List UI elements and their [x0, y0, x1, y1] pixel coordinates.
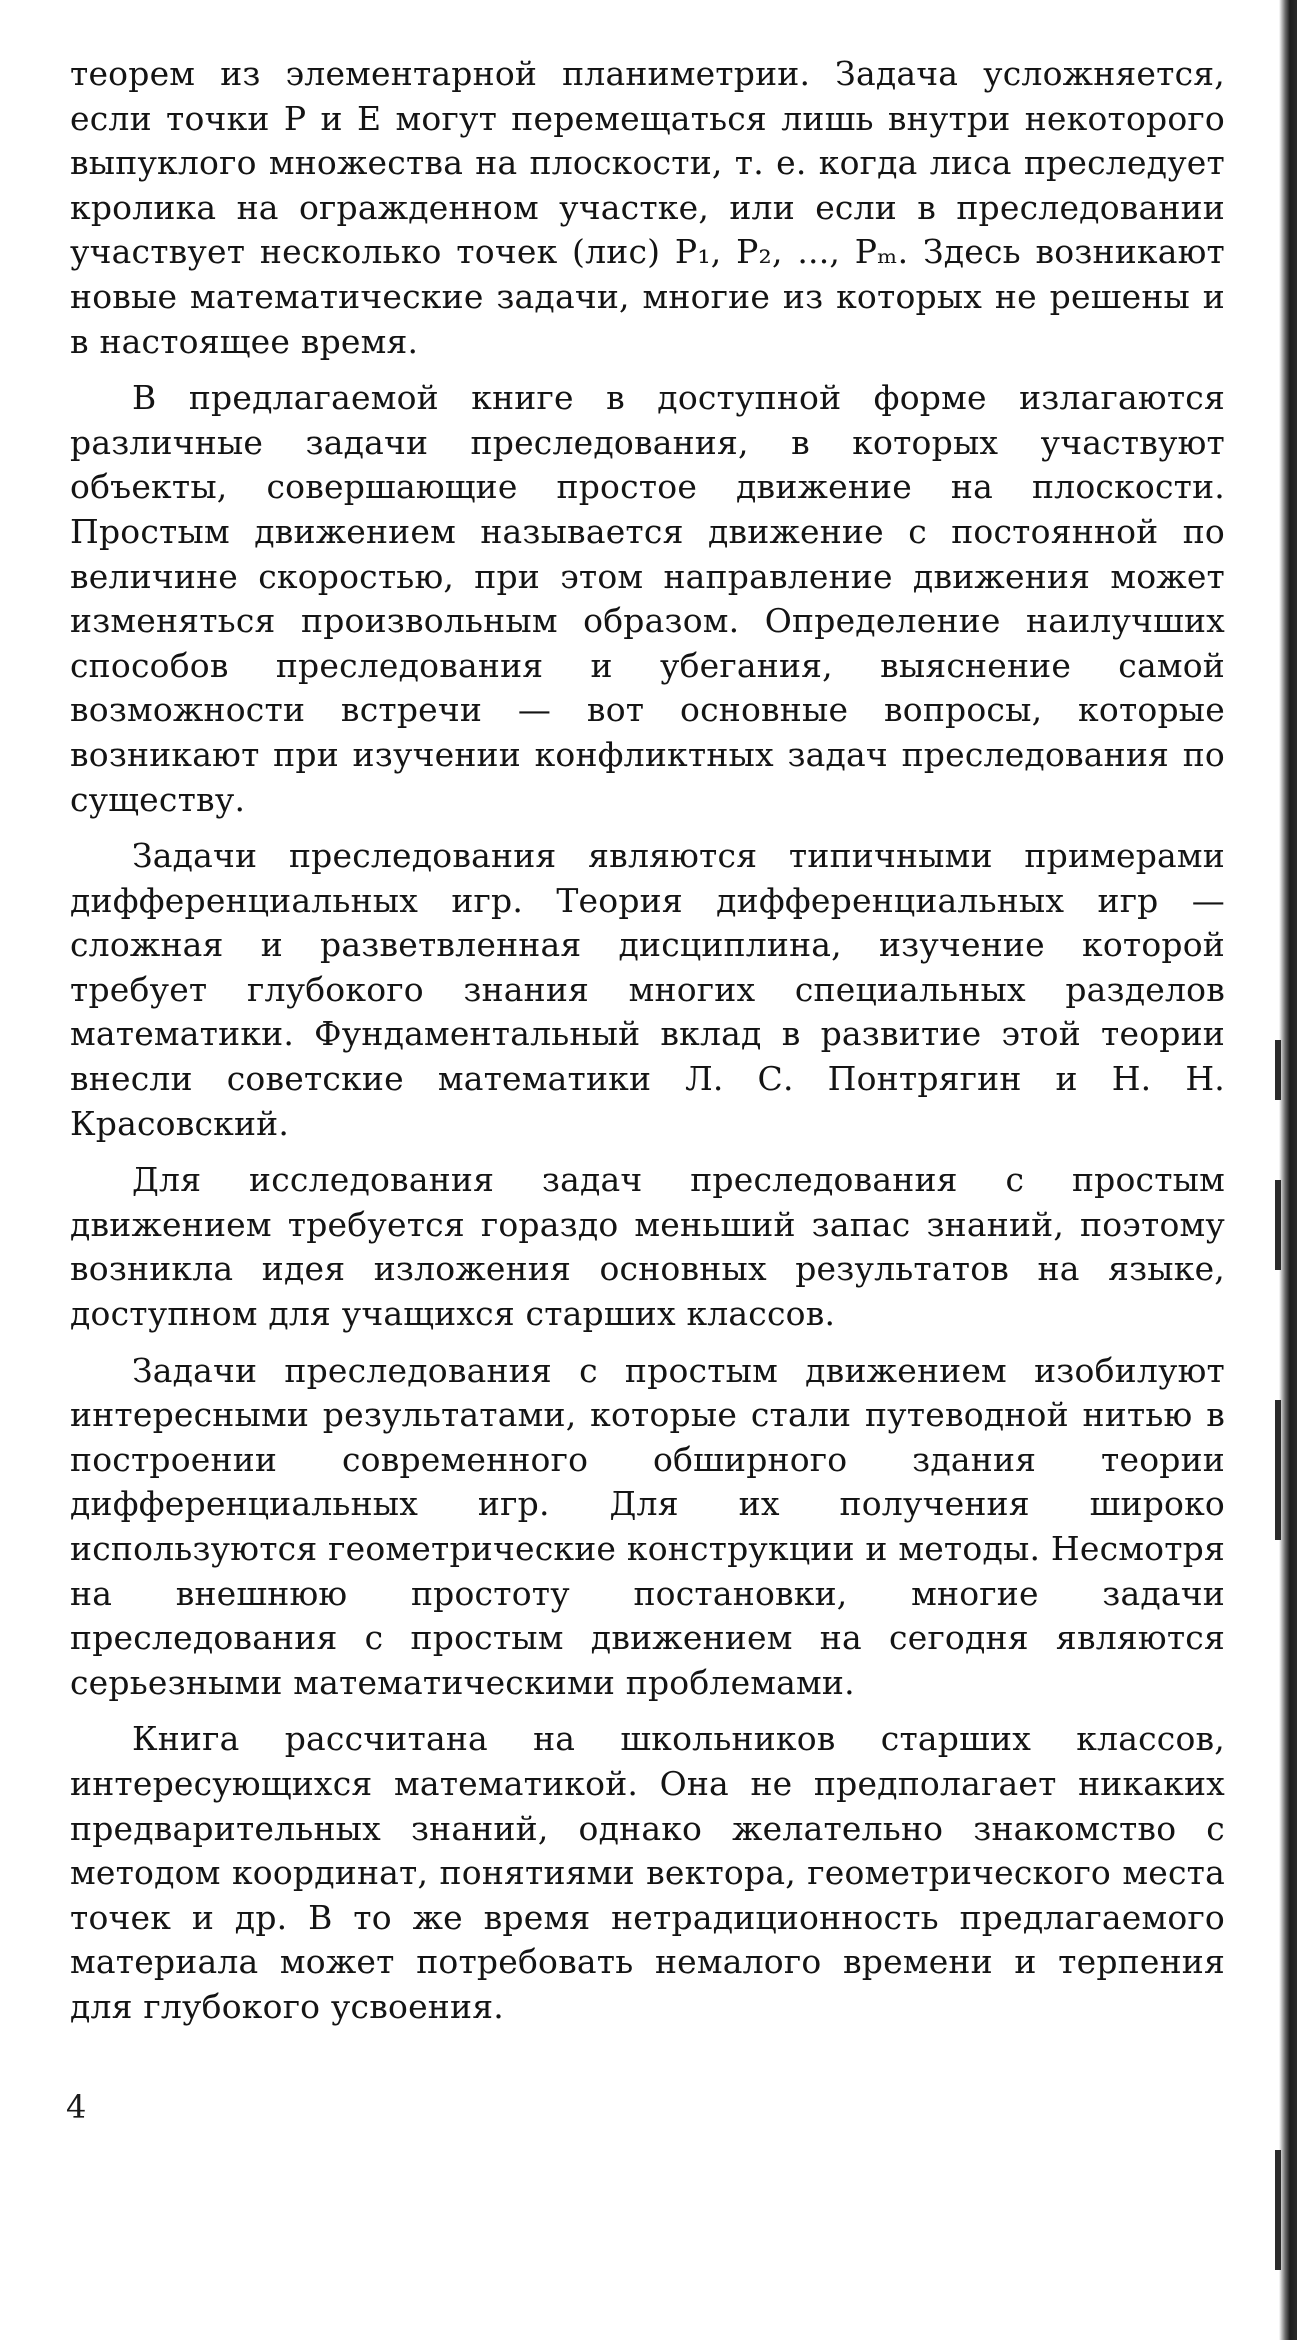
paragraph-4: Для исследования задач преследования с простым движением требуется гораздо меньший запас знаний, поэтому возникла идея изложения основных результатов на языке, доступном для учащихся старших классов. — [70, 1160, 1225, 1334]
edge-speck — [1275, 2150, 1281, 2270]
paragraph-6: Книга рассчитана на школьников старших классов, интересующихся математикой. Она не предполагает никаких предварительных знаний, однако желательно знакомство с методом координат, понятиями вектора, геометрического места точек и др. В то же время нетрадиционность предлагаемого материала может потребовать немалого времени и терпения для глубокого усвоения. — [70, 1719, 1225, 2026]
page-edge-shadow — [1279, 0, 1297, 2340]
paragraph-2: В предлагаемой книге в доступной форме излагаются различные задачи преследования, в которых участвуют объекты, совершающие простое движение на плоскости. Простым движением называется движение с постоянной по величине скоростью, при этом направление движения может изменяться произвольным образом. Определение наилучших способов преследования и убегания, выяснение самой возможности встречи — вот основные вопросы, которые возникают при изучении конфликтных задач преследования по существу. — [70, 378, 1225, 819]
edge-speck — [1275, 1180, 1281, 1270]
page-number: 4 — [66, 2088, 87, 2126]
edge-speck — [1275, 1400, 1281, 1540]
edge-speck — [1275, 1040, 1281, 1100]
page-body — [70, 52, 1225, 2042]
paragraph-5: Задачи преследования с простым движением изобилуют интересными результатами, которые стали путеводной нитью в построении современного обширного здания теории дифференциальных игр. Для их получения широко используются геометрические конструкции и методы. Несмотря на внешнюю простоту постановки, многие задачи преследования с простым движением на сегодня являются серьезными математическими проблемами. — [70, 1350, 1225, 1702]
paragraph-1: теорем из элементарной планиметрии. Задача усложняется, если точки P и E могут перемещаться лишь внутри некоторого выпуклого множества на плоскости, т. е. когда лиса преследует кролика на огражденном участке, или если в преследовании участвует несколько точек (лис) P₁, P₂, ..., Pₘ. Здесь возникают новые математические задачи, многие из которых не решены и в настоящее время. — [70, 54, 1225, 361]
paragraph-3: Задачи преследования являются типичными примерами дифференциальных игр. Теория дифференциальных игр — сложная и разветвленная дисциплина, изучение которой требует глубокого знания многих специальных разделов математики. Фундаментальный вклад в развитие этой теории внесли советские математики Л. С. Понтрягин и Н. Н. Красовский. — [70, 836, 1225, 1143]
